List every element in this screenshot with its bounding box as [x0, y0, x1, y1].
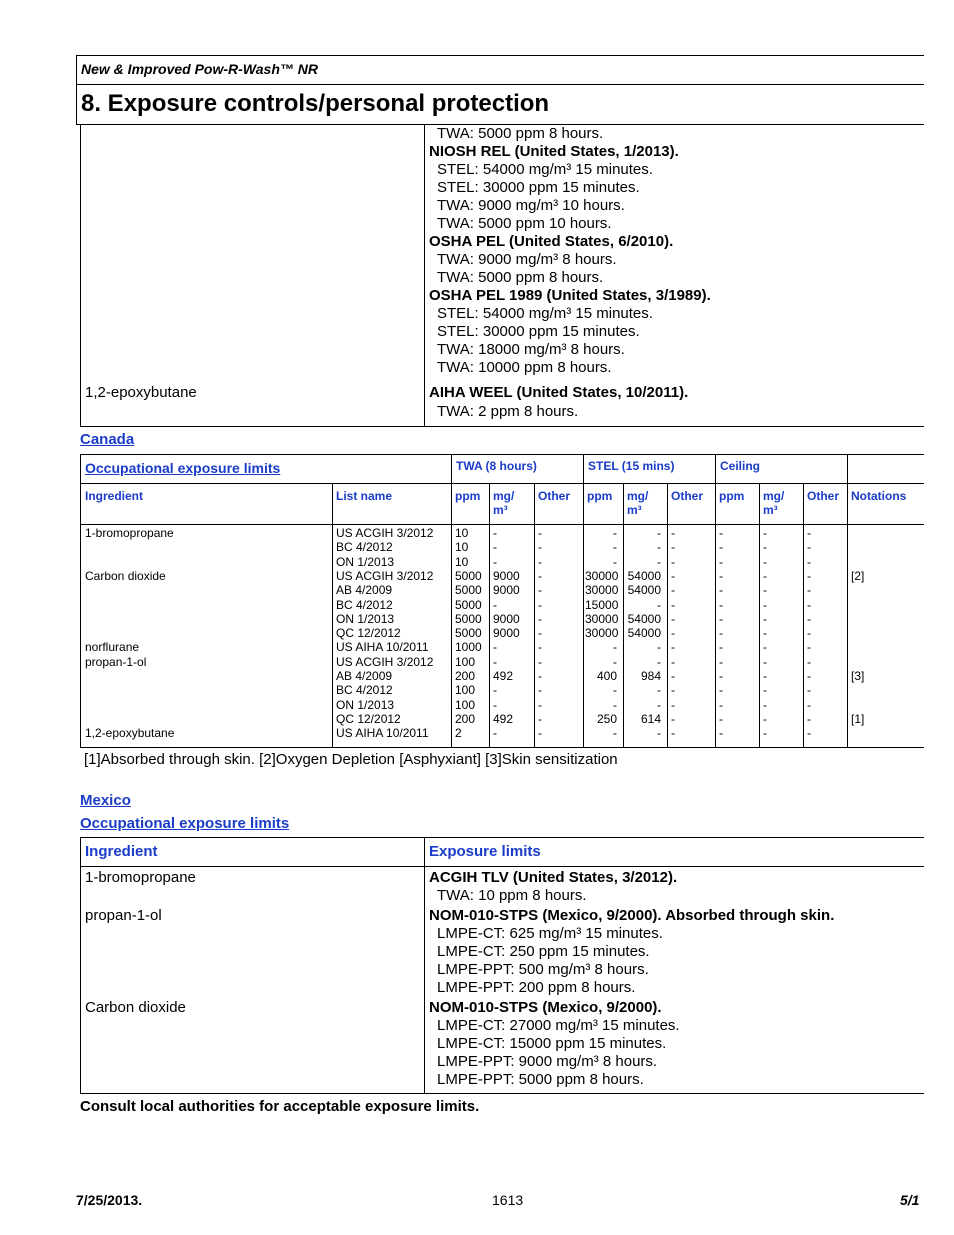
table-cell: - — [493, 554, 497, 569]
table-cell: 5000 — [455, 626, 482, 641]
header-divider — [81, 866, 924, 867]
limit-line: TWA: 9000 mg/m³ 10 hours. — [437, 197, 625, 214]
limit-line: NIOSH REL (United States, 1/2013). — [429, 143, 679, 160]
table-cell: - — [719, 683, 723, 698]
table-cell: - — [763, 568, 767, 583]
table-cell: propan-1-ol — [85, 654, 147, 669]
limit-line: LMPE-PPT: 200 ppm 8 hours. — [437, 979, 636, 997]
limit-line: OSHA PEL 1989 (United States, 3/1989). — [429, 287, 711, 304]
table-cell: - — [671, 611, 675, 626]
col-header: mg/ m³ — [763, 489, 785, 517]
table-cell: - — [613, 697, 617, 712]
table-cell: 100 — [455, 654, 476, 669]
footer-page: 5/1 — [900, 1192, 920, 1208]
table-cell: BC 4/2012 — [336, 597, 393, 612]
table-cell: - — [719, 626, 723, 641]
limit-line: NOM-010-STPS (Mexico, 9/2000). Absorbed through skin. — [429, 906, 835, 924]
table-cell: - — [719, 583, 723, 598]
column-divider — [847, 455, 848, 747]
limit-line: TWA: 10000 ppm 8 hours. — [437, 359, 612, 376]
table-cell: Carbon dioxide — [85, 568, 166, 583]
table-cell: QC 12/2012 — [336, 711, 401, 726]
table-cell: - — [719, 526, 723, 540]
limit-line: LMPE-CT: 625 mg/m³ 15 minutes. — [437, 924, 663, 942]
table-cell: US ACGIH 3/2012 — [336, 654, 434, 669]
table-cell: - — [719, 654, 723, 669]
table-cell: - — [657, 640, 661, 655]
limit-line: TWA: 18000 mg/m³ 8 hours. — [437, 341, 625, 358]
table-cell: QC 12/2012 — [336, 626, 401, 641]
table-cell: US ACGIH 3/2012 — [336, 526, 434, 540]
table-cell: [3] — [851, 669, 865, 683]
col-header: mg/ m³ — [627, 489, 649, 517]
limit-line: STEL: 30000 ppm 15 minutes. — [437, 179, 640, 196]
table-cell: 1-bromopropane — [85, 526, 174, 540]
table-cell: 984 — [640, 669, 661, 683]
table-cell: - — [671, 626, 675, 641]
table-cell: - — [671, 697, 675, 712]
canada-table-title: Occupational exposure limits — [85, 460, 281, 476]
table-cell: - — [493, 540, 497, 555]
table-cell: - — [493, 526, 497, 540]
table-cell: - — [763, 583, 767, 598]
table-cell: - — [671, 654, 675, 669]
col-header: mg/ m³ — [493, 489, 515, 517]
table-cell: 100 — [455, 697, 476, 712]
table-cell: - — [763, 611, 767, 626]
table-cell: - — [807, 540, 811, 555]
table-cell: - — [493, 597, 497, 612]
column-divider — [332, 483, 333, 747]
table-cell: 200 — [455, 711, 476, 726]
col-header: ppm — [455, 489, 481, 503]
table-cell: BC 4/2012 — [336, 540, 393, 555]
ingredient-epoxybutane: 1,2-epoxybutane — [85, 384, 197, 401]
table-cell: - — [613, 726, 617, 741]
table-cell: 5000 — [455, 568, 482, 583]
limit-line: TWA: 2 ppm 8 hours. — [437, 403, 579, 420]
table-cell: - — [671, 554, 675, 569]
table-cell: 30000 — [585, 583, 619, 598]
col-header: Notations — [851, 489, 907, 503]
limit-line: LMPE-CT: 27000 mg/m³ 15 minutes. — [437, 1016, 680, 1034]
table-cell: AB 4/2009 — [336, 669, 393, 683]
table-cell: - — [671, 583, 675, 598]
table-cell: 1000 — [455, 640, 482, 655]
table-cell: - — [719, 711, 723, 726]
col-header: Other — [671, 489, 704, 503]
limit-line: TWA: 5000 ppm 10 hours. — [437, 215, 612, 232]
limit-line: LMPE-CT: 15000 ppm 15 minutes. — [437, 1034, 667, 1052]
table-cell: - — [719, 697, 723, 712]
table-cell: BC 4/2012 — [336, 683, 393, 698]
table-cell: - — [763, 626, 767, 641]
table-cell: - — [807, 597, 811, 612]
table-cell: - — [719, 554, 723, 569]
limit-line: TWA: 9000 mg/m³ 8 hours. — [437, 251, 617, 268]
table-cell: - — [657, 597, 661, 612]
table-cell: - — [807, 711, 811, 726]
table-cell: - — [719, 597, 723, 612]
col-header: Other — [538, 489, 571, 503]
table-cell: 9000 — [493, 611, 520, 626]
col-header: ppm — [587, 489, 613, 503]
table-cell: - — [763, 640, 767, 655]
ingredient-name: 1-bromopropane — [85, 869, 196, 886]
table-cell: - — [671, 526, 675, 540]
table-cell: ON 1/2013 — [336, 554, 395, 569]
table-cell: 54000 — [627, 568, 661, 583]
table-cell: - — [763, 697, 767, 712]
table-cell: - — [493, 683, 497, 698]
table-cell: - — [657, 554, 661, 569]
table-cell: - — [719, 640, 723, 655]
consult-note: Consult local authorities for acceptable exposure limits. — [80, 1098, 480, 1115]
table-cell: - — [657, 726, 661, 741]
table-cell: 614 — [640, 711, 661, 726]
table-cell: 30000 — [585, 568, 619, 583]
table-cell: 100 — [455, 683, 476, 698]
table-cell: - — [538, 583, 542, 598]
mexico-table-title[interactable]: Occupational exposure limits — [80, 815, 290, 832]
canada-heading[interactable]: Canada — [80, 431, 135, 448]
table-cell: - — [807, 626, 811, 641]
table-cell: - — [763, 683, 767, 698]
limit-line: LMPE-PPT: 9000 mg/m³ 8 hours. — [437, 1053, 658, 1070]
table-cell: - — [538, 654, 542, 669]
table-cell: 15000 — [585, 597, 619, 612]
table-cell: US ACGIH 3/2012 — [336, 568, 434, 583]
mexico-exposure-table — [80, 837, 924, 1094]
limit-line: OSHA PEL (United States, 6/2010). — [429, 233, 674, 250]
limit-line: STEL: 30000 ppm 15 minutes. — [437, 323, 640, 340]
table-cell: - — [493, 697, 497, 712]
table-cell: - — [671, 640, 675, 655]
table-cell: AB 4/2009 — [336, 583, 393, 598]
column-divider — [667, 483, 668, 747]
col-ingredient: Ingredient — [85, 843, 158, 860]
table-cell: 9000 — [493, 626, 520, 641]
product-name: New & Improved Pow-R-Wash™ NR — [76, 55, 924, 85]
table-cell: - — [763, 726, 767, 741]
section-title: 8. Exposure controls/personal protection — [76, 85, 924, 125]
table-cell: - — [719, 669, 723, 683]
table-cell: - — [763, 526, 767, 540]
table-cell: - — [763, 554, 767, 569]
table-cell: 10 — [455, 540, 469, 555]
table-cell: - — [657, 697, 661, 712]
table-cell: - — [613, 683, 617, 698]
footer-date: 7/25/2013. — [76, 1192, 143, 1208]
table-cell: - — [538, 540, 542, 555]
table-cell: - — [807, 726, 811, 741]
table-cell: 54000 — [627, 583, 661, 598]
ingredient-name: Carbon dioxide — [85, 998, 186, 1016]
table-cell: - — [671, 726, 675, 741]
table-cell: 9000 — [493, 583, 520, 598]
limit-line: STEL: 54000 mg/m³ 15 minutes. — [437, 161, 653, 178]
ingredient-name: propan-1-ol — [85, 906, 162, 924]
table-cell: 5000 — [455, 583, 482, 598]
table-cell: 492 — [493, 711, 514, 726]
table-cell: 400 — [596, 669, 617, 683]
table-cell: - — [538, 554, 542, 569]
group-header-ceiling: Ceiling — [720, 459, 761, 473]
limit-line: NOM-010-STPS (Mexico, 9/2000). — [429, 998, 662, 1016]
footer-code: 1613 — [492, 1192, 524, 1208]
table-cell: - — [657, 526, 661, 540]
column-divider — [583, 455, 584, 747]
mexico-heading[interactable]: Mexico — [80, 792, 131, 809]
table-cell: - — [807, 683, 811, 698]
table-cell: - — [807, 568, 811, 583]
column-divider — [715, 455, 716, 747]
limit-line: ACGIH TLV (United States, 3/2012). — [429, 869, 678, 886]
table-cell: - — [807, 554, 811, 569]
table-cell: - — [719, 726, 723, 741]
table-cell: - — [719, 568, 723, 583]
table-cell: 30000 — [585, 611, 619, 626]
table-cell: - — [807, 526, 811, 540]
limit-line: TWA: 10 ppm 8 hours. — [437, 887, 587, 905]
table-cell: - — [493, 654, 497, 669]
table-cell: - — [657, 654, 661, 669]
table-cell: 10 — [455, 554, 469, 569]
table-cell: - — [763, 654, 767, 669]
table-cell: US AIHA 10/2011 — [336, 726, 429, 741]
column-divider — [534, 483, 535, 747]
table-cell: - — [671, 711, 675, 726]
table-cell: - — [493, 640, 497, 655]
table-cell: - — [538, 568, 542, 583]
table-cell: - — [538, 626, 542, 641]
col-header: Ingredient — [85, 489, 144, 503]
table-cell: - — [807, 654, 811, 669]
group-header-twa: TWA (8 hours) — [456, 459, 537, 473]
table-cell: US AIHA 10/2011 — [336, 640, 429, 655]
table-cell: - — [807, 669, 811, 683]
table-cell: - — [671, 669, 675, 683]
table-cell: 5000 — [455, 597, 482, 612]
table-cell: - — [671, 597, 675, 612]
column-divider — [489, 483, 490, 747]
column-divider — [803, 483, 804, 747]
col-exposure-limits: Exposure limits — [429, 843, 541, 860]
table-cell: - — [538, 597, 542, 612]
limit-line: TWA: 5000 ppm 8 hours. — [437, 269, 604, 286]
col-header: Other — [807, 489, 840, 503]
column-divider — [424, 125, 425, 426]
table-cell: [1] — [851, 711, 865, 726]
column-divider — [759, 483, 760, 747]
table-cell: - — [719, 611, 723, 626]
top-exposure-table — [80, 125, 924, 427]
table-cell: - — [763, 669, 767, 683]
table-cell: - — [538, 683, 542, 698]
table-cell: norflurane — [85, 640, 140, 655]
table-cell: - — [671, 540, 675, 555]
table-cell: - — [807, 583, 811, 598]
col-header: ppm — [719, 489, 745, 503]
limit-line: LMPE-PPT: 5000 ppm 8 hours. — [437, 1071, 644, 1089]
table-cell: - — [538, 697, 542, 712]
table-cell: - — [613, 540, 617, 555]
limit-line: LMPE-CT: 250 ppm 15 minutes. — [437, 942, 650, 960]
limit-line: AIHA WEEL (United States, 10/2011). — [429, 384, 689, 401]
table-cell: ON 1/2013 — [336, 697, 395, 712]
col-header: List name — [336, 489, 393, 503]
table-cell: - — [538, 526, 542, 540]
table-cell: 54000 — [627, 611, 661, 626]
column-divider — [451, 455, 452, 747]
limit-line: STEL: 54000 mg/m³ 15 minutes. — [437, 305, 653, 322]
limit-line: LMPE-PPT: 500 mg/m³ 8 hours. — [437, 961, 649, 978]
canada-exposure-table — [80, 454, 924, 748]
group-header-stel: STEL (15 mins) — [588, 459, 675, 473]
table-cell: - — [671, 683, 675, 698]
table-cell: 5000 — [455, 611, 482, 626]
table-cell: - — [671, 568, 675, 583]
table-cell: 492 — [493, 669, 514, 683]
table-cell: ON 1/2013 — [336, 611, 395, 626]
table-cell: - — [493, 726, 497, 741]
table-cell: 2 — [455, 726, 462, 741]
table-cell: - — [538, 669, 542, 683]
canada-footnotes: [1]Absorbed through skin. [2]Oxygen Depletion [Asphyxiant] [3]Skin sensitization — [84, 751, 618, 768]
table-cell: - — [763, 540, 767, 555]
column-divider — [424, 838, 425, 1093]
table-cell: [2] — [851, 568, 865, 583]
table-cell: - — [807, 697, 811, 712]
table-cell: - — [538, 611, 542, 626]
table-cell: - — [613, 554, 617, 569]
table-cell: - — [613, 640, 617, 655]
row-divider — [81, 524, 924, 525]
table-cell: - — [807, 611, 811, 626]
table-cell: - — [613, 526, 617, 540]
limit-line: TWA: 5000 ppm 8 hours. — [437, 125, 604, 142]
table-cell: - — [538, 711, 542, 726]
table-cell: - — [657, 540, 661, 555]
table-cell: - — [719, 540, 723, 555]
table-cell: - — [763, 597, 767, 612]
column-divider — [623, 483, 624, 747]
table-cell: - — [807, 640, 811, 655]
table-cell: 9000 — [493, 568, 520, 583]
row-divider — [81, 483, 924, 484]
table-cell: - — [538, 726, 542, 741]
table-cell: - — [657, 683, 661, 698]
table-cell: 250 — [596, 711, 617, 726]
table-cell: - — [613, 654, 617, 669]
table-cell: 54000 — [627, 626, 661, 641]
table-cell: 200 — [455, 669, 476, 683]
table-cell: 10 — [455, 526, 469, 540]
table-cell: - — [538, 640, 542, 655]
table-cell: 1,2-epoxybutane — [85, 726, 175, 741]
table-cell: - — [763, 711, 767, 726]
table-cell: 30000 — [585, 626, 619, 641]
